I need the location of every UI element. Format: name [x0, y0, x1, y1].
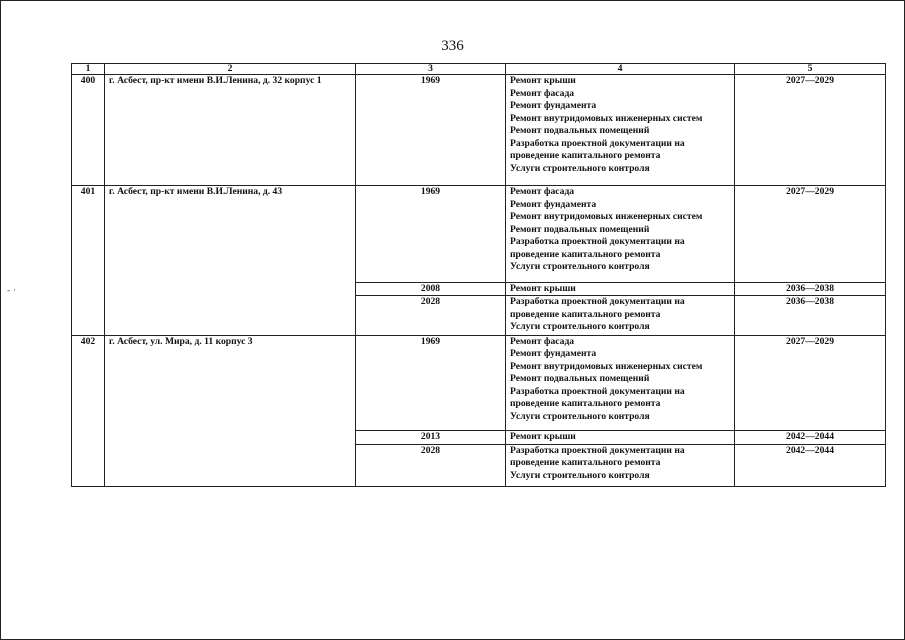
period-cell: 2036—2038	[735, 282, 886, 296]
work-item: Разработка проектной документации на	[510, 236, 685, 247]
year-cell: 2028	[356, 296, 506, 336]
work-item: Ремонт фасада	[510, 335, 575, 347]
year-cell: 1969	[356, 75, 506, 186]
address-cell: г. Асбест, пр-кт имени В.И.Ленина, д. 32 корпус 1	[105, 75, 356, 186]
year-cell: 2013	[356, 431, 506, 445]
work-item: Ремонт фундамента	[510, 348, 597, 359]
year-cell: 2028	[356, 444, 506, 487]
work-item: Ремонт крыши	[510, 431, 576, 442]
address-cell: г. Асбест, пр-кт имени В.И.Ленина, д. 43	[105, 186, 356, 336]
work-item: проведение капитального ремонта	[510, 248, 661, 260]
work-item: Ремонт крыши	[510, 282, 576, 294]
work-item: Услуги строительного контроля	[510, 261, 650, 272]
work-item: Ремонт подвальных помещений	[510, 373, 650, 384]
row-number-cell: 401	[72, 186, 105, 336]
work-item: Услуги строительного контроля	[510, 469, 650, 481]
work-item: Услуги строительного контроля	[510, 321, 650, 332]
table-body	[72, 75, 886, 487]
year-cell: 1969	[356, 335, 506, 431]
work-item: Ремонт крыши	[510, 75, 576, 86]
works-cell	[506, 75, 735, 186]
work-item: Разработка проектной документации на	[510, 444, 685, 456]
works-cell	[506, 282, 735, 296]
column-header: 4	[506, 64, 735, 75]
work-item: проведение капитального ремонта	[510, 398, 661, 409]
work-item: Ремонт фасада	[510, 87, 575, 99]
repair-schedule-table	[71, 63, 886, 487]
period-cell: 2027—2029	[735, 335, 886, 431]
works-cell	[506, 431, 735, 445]
work-item: Ремонт подвальных помещений	[510, 125, 650, 136]
work-item: Ремонт внутридомовых инженерных систем	[510, 112, 703, 124]
row-number-cell: 402	[72, 335, 105, 487]
column-header: 2	[105, 64, 356, 75]
work-item: Услуги строительного контроля	[510, 162, 650, 174]
work-item: проведение капитального ремонта	[510, 150, 661, 161]
page-number: 336	[441, 38, 464, 54]
work-item: Услуги строительного контроля	[510, 410, 650, 422]
period-cell: 2042—2044	[735, 431, 886, 445]
table-row	[72, 335, 886, 431]
row-number-cell: 400	[72, 75, 105, 186]
period-cell: 2042—2044	[735, 444, 886, 487]
work-item: Ремонт внутридомовых инженерных систем	[510, 211, 703, 222]
work-item: Ремонт фасада	[510, 186, 575, 197]
table-row	[72, 75, 886, 186]
works-cell	[506, 186, 735, 283]
year-cell: 1969	[356, 186, 506, 283]
table-header-row	[72, 64, 886, 75]
work-item: Ремонт фундамента	[510, 198, 597, 210]
period-cell: 2027—2029	[735, 75, 886, 186]
column-header: 5	[735, 64, 886, 75]
column-header: 1	[72, 64, 105, 75]
scan-mark: - ·	[7, 286, 16, 296]
address-cell: г. Асбест, ул. Мира, д. 11 корпус 3	[105, 335, 356, 487]
work-item: проведение капитального ремонта	[510, 308, 661, 320]
work-item: Разработка проектной документации на	[510, 137, 685, 149]
column-header: 3	[356, 64, 506, 75]
work-item: Ремонт подвальных помещений	[510, 223, 650, 235]
work-item: проведение капитального ремонта	[510, 457, 661, 468]
work-item: Ремонт внутридомовых инженерных систем	[510, 360, 703, 372]
works-cell	[506, 444, 735, 487]
year-cell: 2008	[356, 282, 506, 296]
work-item: Ремонт фундамента	[510, 100, 597, 111]
table-row	[72, 186, 886, 283]
works-cell	[506, 296, 735, 336]
period-cell: 2036—2038	[735, 296, 886, 336]
work-item: Разработка проектной документации на	[510, 385, 685, 397]
works-cell	[506, 335, 735, 431]
work-item: Разработка проектной документации на	[510, 296, 685, 307]
period-cell: 2027—2029	[735, 186, 886, 283]
